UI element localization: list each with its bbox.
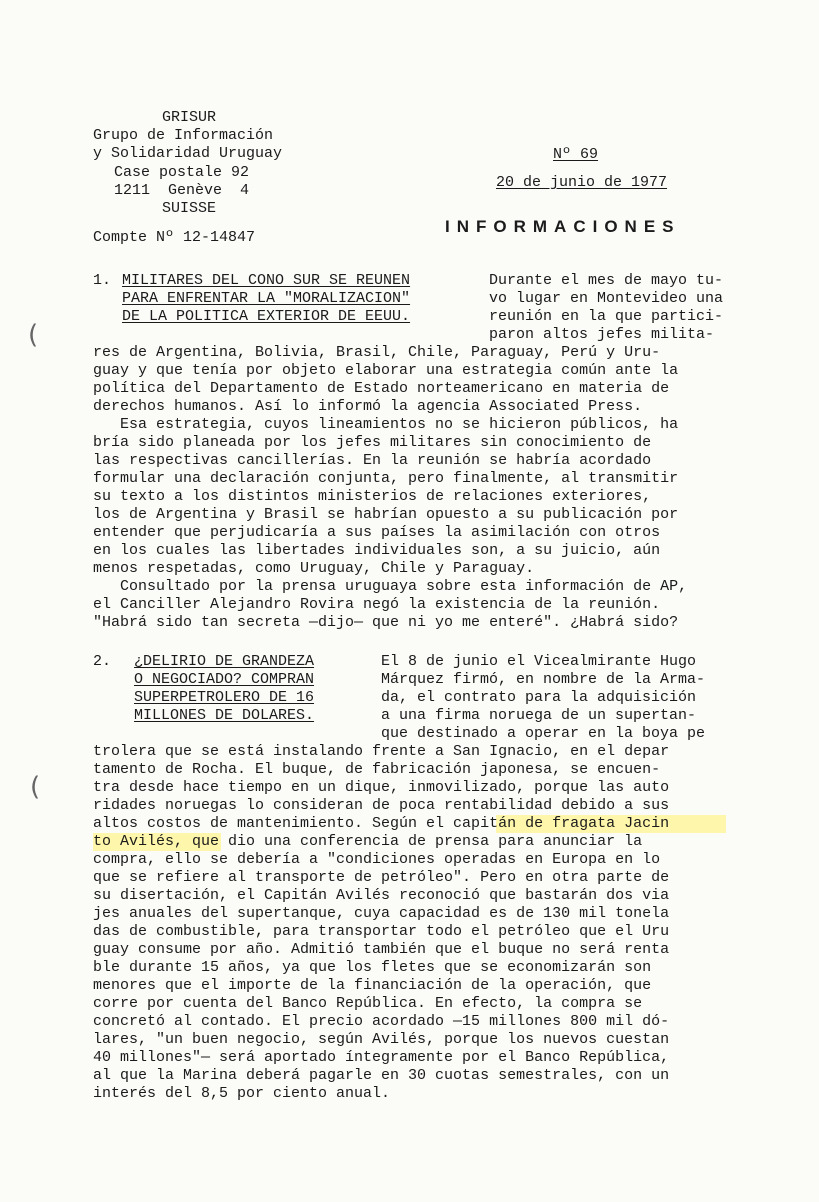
side-line: Márquez firmó, en nombre de la Arma- <box>381 671 706 688</box>
body-line: tra desde hace tiempo en un dique, inmovilizado, porque las auto <box>93 779 670 796</box>
sender-name: Grupo de Información <box>93 127 274 144</box>
side-line: Durante el mes de mayo tu- <box>489 272 724 289</box>
sender-account: Compte Nº 12-14847 <box>93 229 256 246</box>
body-line: menores que el importe de la financiación de la operación, que <box>93 977 652 994</box>
side-line: vo lugar en Montevideo una <box>489 290 724 307</box>
headline-line: ¿DELIRIO DE GRANDEZA <box>134 653 315 670</box>
headline-line: DE LA POLITICA EXTERIOR DE EEUU. <box>122 308 411 325</box>
body-line: su texto a los distintos ministerios de relaciones exteriores, <box>93 488 652 505</box>
side-line: a una firma noruega de un supertan- <box>381 707 697 724</box>
body-line: concretó al contado. El precio acordado —15 millones 800 mil dó- <box>93 1013 670 1030</box>
sender-box: Case postale 92 <box>114 164 250 181</box>
body-line: Consultado por la prensa uruguaya sobre esta información de AP, <box>93 578 688 595</box>
side-line: da, el contrato para la adquisición <box>381 689 697 706</box>
body-line: guay y que tenía por objeto elaborar una estrategia común ante la <box>93 362 679 379</box>
body-line: interés del 8,5 por ciento anual. <box>93 1085 391 1102</box>
body-line: corre por cuenta del Banco República. En efecto, la compra se <box>93 995 643 1012</box>
sender-country: SUISSE <box>162 200 217 217</box>
body-line: res de Argentina, Bolivia, Brasil, Chile, Paraguay, Perú y Uru- <box>93 344 661 361</box>
body-line: formular una declaración conjunta, pero finalmente, al transmitir <box>93 470 679 487</box>
headline-line: SUPERPETROLERO DE 16 <box>134 689 315 706</box>
body-line: política del Departamento de Estado norteamericano en materia de <box>93 380 670 397</box>
side-line: paron altos jefes milita- <box>489 326 715 343</box>
body-line: to Avilés, que dio una conferencia de prensa para anunciar la <box>93 833 643 850</box>
sender-city: 1211 Genève 4 <box>114 182 250 199</box>
body-line: los de Argentina y Brasil se habrían opuesto a su publicación por <box>93 506 679 523</box>
bulletin-date: 20 de junio de 1977 <box>496 174 668 191</box>
binder-mark-bottom: ( <box>30 772 41 802</box>
body-line: jes anuales del supertanque, cuya capacidad es de 130 mil tonela <box>93 905 670 922</box>
body-line: derechos humanos. Así lo informó la agencia Associated Press. <box>93 398 643 415</box>
body-line: altos costos de mantenimiento. Según el capitán de fragata Jacin <box>93 815 670 832</box>
body-line: su disertación, el Capitán Avilés reconoció que bastarán dos via <box>93 887 670 904</box>
sender-name-2: y Solidaridad Uruguay <box>93 145 283 162</box>
headline-line: PARA ENFRENTAR LA "MORALIZACION" <box>122 290 411 307</box>
body-line: guay consume por año. Admitió también que el buque no será renta <box>93 941 670 958</box>
body-line: bría sido planeada por los jefes militares sin conocimiento de <box>93 434 652 451</box>
bulletin-number: Nº 69 <box>553 146 599 163</box>
article-1-number: 1. <box>93 272 112 289</box>
body-line: compra, ello se debería a "condiciones operadas en Europa en lo <box>93 851 661 868</box>
headline-line: O NEGOCIADO? COMPRAN <box>134 671 315 688</box>
side-line: reunión en la que partici- <box>489 308 724 325</box>
body-line: Esa estrategia, cuyos lineamientos no se hicieron públicos, ha <box>93 416 679 433</box>
body-line: el Canciller Alejandro Rovira negó la existencia de la reunión. <box>93 596 661 613</box>
body-line: las respectivas cancillerías. En la reunión se habría acordado <box>93 452 652 469</box>
body-line: al que la Marina deberá pagarle en 30 cuotas semestrales, con un <box>93 1067 670 1084</box>
article-2-number: 2. <box>93 653 112 670</box>
body-line: ridades noruegas lo consideran de poca rentabilidad debido a sus <box>93 797 670 814</box>
headline-line: MILLONES DE DOLARES. <box>134 707 315 724</box>
side-line: que destinado a operar en la boya pe <box>381 725 706 742</box>
headline-line: MILITARES DEL CONO SUR SE REUNEN <box>122 272 411 289</box>
body-line: trolera que se está instalando frente a San Ignacio, en el depar <box>93 743 670 760</box>
body-line: 40 millones"— será aportado íntegramente por el Banco República, <box>93 1049 670 1066</box>
binder-mark-top: ( <box>28 320 39 350</box>
side-line: El 8 de junio el Vicealmirante Hugo <box>381 653 697 670</box>
body-line: en los cuales las libertades individuales son, a su juicio, aún <box>93 542 661 559</box>
body-line: "Habrá sido tan secreta —dijo— que ni yo me enteré". ¿Habrá sido? <box>93 614 679 631</box>
bulletin-title: INFORMACIONES <box>445 217 681 236</box>
body-line: lares, "un buen negocio, según Avilés, porque los nuevos cuestan <box>93 1031 670 1048</box>
body-line: tamento de Rocha. El buque, de fabricación japonesa, se encuen- <box>93 761 661 778</box>
body-line: que se refiere al transporte de petróleo". Pero en otra parte de <box>93 869 670 886</box>
body-line: menos respetadas, como Uruguay, Chile y Paraguay. <box>93 560 535 577</box>
body-line: ble durante 15 años, ya que los fletes que se economizarán son <box>93 959 652 976</box>
body-line: entender que perjudicaría a sus países la asimilación con otros <box>93 524 661 541</box>
body-line: das de combustible, para transportar todo el petróleo que el Uru <box>93 923 670 940</box>
sender-org: GRISUR <box>162 109 217 126</box>
